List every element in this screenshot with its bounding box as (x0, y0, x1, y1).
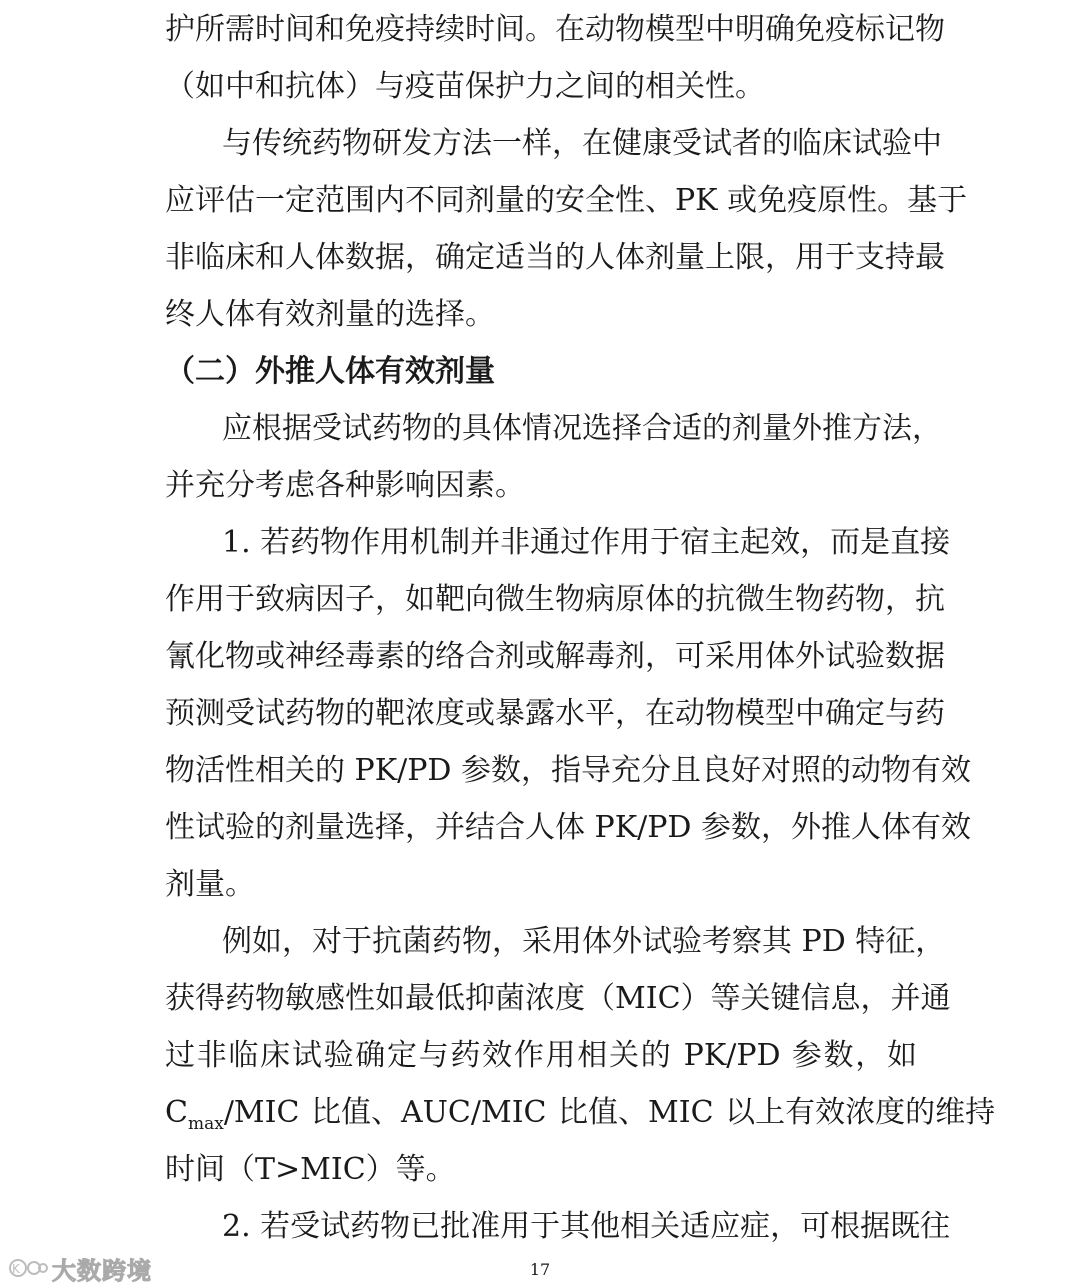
section-heading: （二）外推人体有效剂量 (165, 354, 495, 389)
text-line: 终人体有效剂量的选择。 (165, 297, 495, 332)
text-rest: /MIC 比值、AUC/MIC 比值、MIC 以上有效浓度的维持 (223, 1095, 996, 1130)
text-line: 过非临床试验确定与药效作用相关的 PK/PD 参数，如 (165, 1038, 917, 1073)
text-line: 非临床和人体数据，确定适当的人体剂量上限，用于支持最 (165, 240, 945, 275)
text-line: 作用于致病因子，如靶向微生物病原体的抗微生物药物，抗 (165, 582, 945, 617)
text-cmax: C (165, 1095, 188, 1130)
text-line: 与传统药物研发方法一样，在健康受试者的临床试验中 (222, 126, 942, 161)
text-line: 2. 若受试药物已批准用于其他相关适应症，可根据既往 (222, 1209, 951, 1244)
text-line: 应评估一定范围内不同剂量的安全性、PK 或免疫原性。基于 (165, 183, 968, 218)
text-line: 例如，对于抗菌药物，采用体外试验考察其 PD 特征， (222, 924, 946, 959)
page-number: 17 (529, 1260, 551, 1279)
text-line: 物活性相关的 PK/PD 参数，指导充分且良好对照的动物有效 (165, 753, 972, 788)
text-subscript: max (187, 1114, 224, 1134)
text-line: 剂量。 (165, 867, 255, 902)
text-line: 预测受试药物的靶浓度或暴露水平，在动物模型中确定与药 (165, 696, 945, 731)
text-line: 性试验的剂量选择，并结合人体 PK/PD 参数，外推人体有效 (165, 810, 972, 845)
text-line: 并充分考虑各种影响因素。 (165, 468, 525, 503)
watermark-text: 大数跨境 (52, 1256, 152, 1285)
watermark (8, 1252, 152, 1284)
text-line: （如中和抗体）与疫苗保护力之间的相关性。 (165, 69, 765, 104)
text-line: 氰化物或神经毒素的络合剂或解毒剂，可采用体外试验数据 (165, 639, 945, 674)
text-line: 护所需时间和免疫持续时间。在动物模型中明确免疫标记物 (165, 12, 945, 47)
text-line: 获得药物敏感性如最低抑菌浓度（MIC）等关键信息，并通 (165, 981, 951, 1016)
svg-text:K: K (12, 1262, 20, 1276)
watermark-logo-icon (8, 1254, 48, 1282)
text-line: 1. 若药物作用机制并非通过作用于宿主起效，而是直接 (222, 525, 951, 560)
text-line: 时间（T>MIC）等。 (165, 1152, 456, 1187)
text-line: 应根据受试药物的具体情况选择合适的剂量外推方法， (222, 411, 942, 446)
text-line (165, 1093, 996, 1137)
